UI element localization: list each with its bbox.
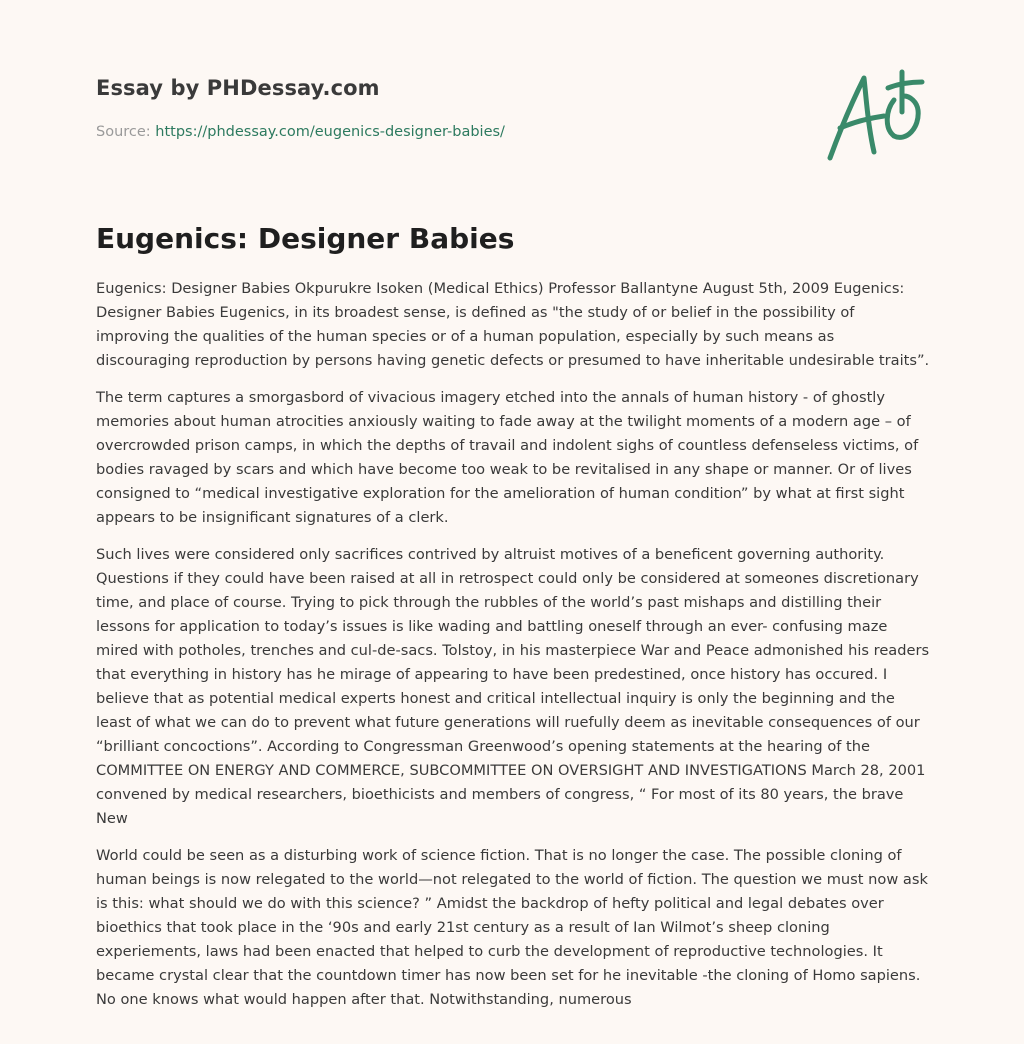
essay-paragraph-4: World could be seen as a disturbing work of science fiction. That is no longer the case. The possible cloning of human beings is now relegated to the world—not relegated to the world of fiction. The question we must now ask is this: what should we do with this science? ” Amidst the backdrop of hefty political and legal debates over bioethics that took place in the ‘90s and early 21st century as a result of Ian Wilmot’s sheep cloning experiements, laws had been enacted that helped to curb the development of reproductive technologies. It became crystal clear that the countdown timer has now been set for he inevitable -the cloning of Homo sapiens. No one knows what would happen after that. Notwithstanding, numerous xyxy=(96,847,928,1008)
a-plus-logo-icon xyxy=(822,66,926,164)
essay-paragraph-2: The term captures a smorgasbord of vivacious imagery etched into the annals of human history - of ghostly memories about human atrocities anxiously waiting to fade away at the twilight moments of a modern age – of overcrowded prison camps, in which the depths of travail and indolent sighs of countless defenseless victims, of bodies ravaged by scars and which have become too weak to be revitalised in any shape or manner. Or of lives consigned to “medical investigative exploration for the amelioration of human condition” by what at first sight appears to be insignificant signatures of a clerk. xyxy=(96,389,919,526)
site-title: Essay by PHDessay.com xyxy=(96,76,380,100)
source-line xyxy=(96,124,796,140)
source-link[interactable]: https://phdessay.com/eugenics-designer-babies/ xyxy=(155,124,505,140)
essay-paragraph-3: Such lives were considered only sacrifices contrived by altruist motives of a beneficent governing authority. Questions if they could have been raised at all in retrospect could only be considered at someones discretionary time, and place of course. Trying to pick through the rubbles of the world’s past mishaps and distilling their lessons for application to today’s issues is like wading and battling oneself through an ever- confusing maze mired with potholes, trenches and cul-de-sacs. Tolstoy, in his masterpiece War and Peace admonished his readers that everything in history has he mirage of appearing to have been predestined, once history has occured. I believe that as potential medical experts honest and critical intellectual inquiry is only the beginning and the least of what we can do to prevent what future generations will ruefully deem as inevitable consequences of our “brilliant concoctions”. According to Congressman Greenwood’s opening statements at the hearing of the COMMITTEE ON ENERGY AND COMMERCE, SUBCOMMITTEE ON OVERSIGHT AND INVESTIGATIONS March 28, 2001 convened by medical researchers, bioethicists and members of congress, “ For most of its 80 years, the brave New xyxy=(96,546,930,827)
source-label: Source: xyxy=(96,124,151,140)
essay-paragraph-1: Eugenics: Designer Babies Okpurukre Isoken (Medical Ethics) Professor Ballantyne August 5th, 2009 Eugenics: Designer Babies Eugenics, in its broadest sense, is defined as "the study of or belief in the possibility of improving the qualities of the human species or of a human population, especially by such means as discouraging reproduction by persons having genetic defects or presumed to have inheritable undesirable traits”. xyxy=(96,280,930,369)
page-header xyxy=(96,76,796,140)
article xyxy=(96,222,930,1025)
essay-title: Eugenics: Designer Babies xyxy=(96,222,515,255)
